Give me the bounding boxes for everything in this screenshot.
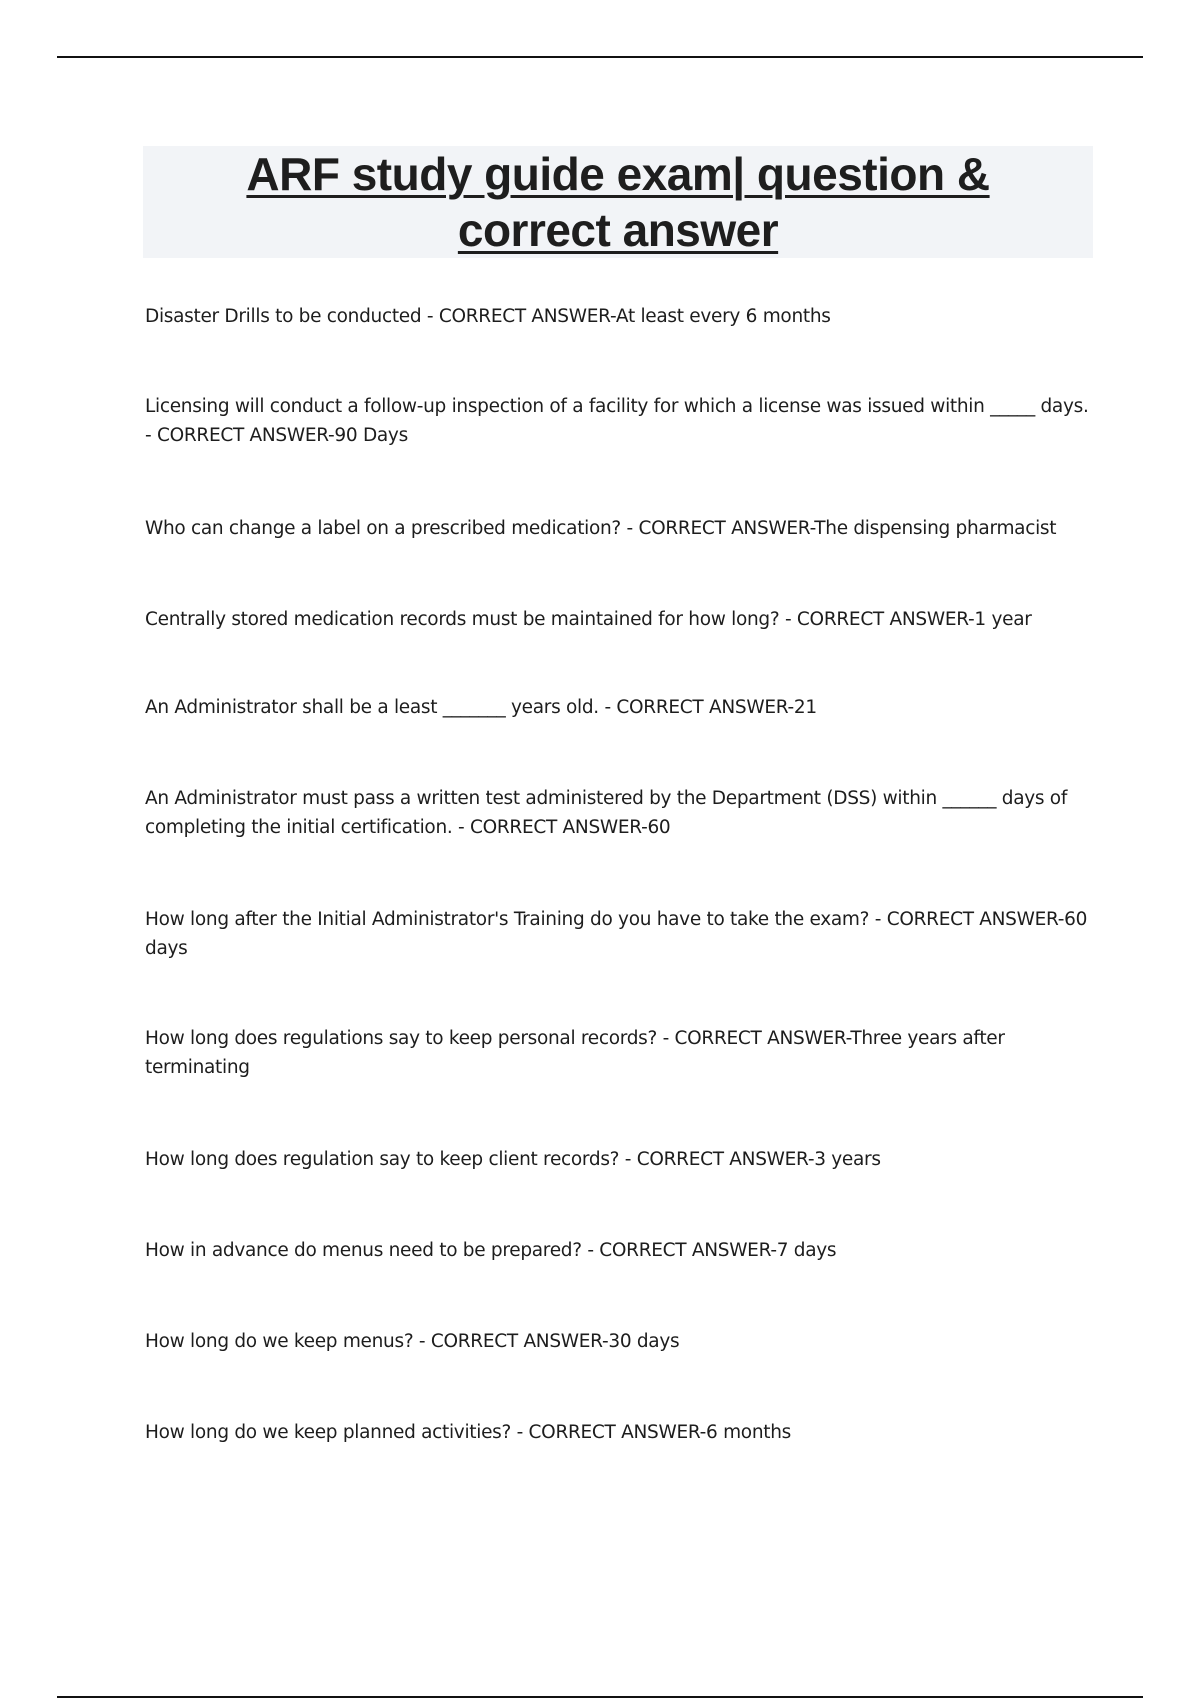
document-title: ARF study guide exam| question & correct answer xyxy=(246,148,990,256)
qa-item: An Administrator must pass a written test administered by the Department (DSS) within ______ days of completing the initial certification. - CORRECT ANSWER-60 xyxy=(145,788,1068,838)
qa-item: Licensing will conduct a follow-up inspection of a facility for which a license was issued within _____ days. - CORRECT ANSWER-90 Days xyxy=(145,396,1089,446)
title-banner xyxy=(143,146,1093,258)
qa-item: Centrally stored medication records must be maintained for how long? - CORRECT ANSWER-1 year xyxy=(145,609,1032,630)
bottom-rule xyxy=(57,1696,1143,1698)
qa-item: How long do we keep planned activities? - CORRECT ANSWER-6 months xyxy=(145,1422,791,1443)
qa-item: An Administrator shall be a least _______ years old. - CORRECT ANSWER-21 xyxy=(145,697,817,718)
qa-item: Who can change a label on a prescribed medication? - CORRECT ANSWER-The dispensing pharmacist xyxy=(145,518,1057,539)
qa-item: How in advance do menus need to be prepared? - CORRECT ANSWER-7 days xyxy=(145,1240,837,1261)
top-rule xyxy=(57,56,1143,58)
qa-item: How long does regulation say to keep client records? - CORRECT ANSWER-3 years xyxy=(145,1149,881,1170)
qa-item: How long does regulations say to keep personal records? - CORRECT ANSWER-Three years after terminating xyxy=(145,1028,1005,1078)
qa-item: Disaster Drills to be conducted - CORRECT ANSWER-At least every 6 months xyxy=(145,306,831,327)
qa-item: How long after the Initial Administrator's Training do you have to take the exam? - CORRECT ANSWER-60 days xyxy=(145,909,1088,959)
qa-item: How long do we keep menus? - CORRECT ANSWER-30 days xyxy=(145,1331,680,1352)
